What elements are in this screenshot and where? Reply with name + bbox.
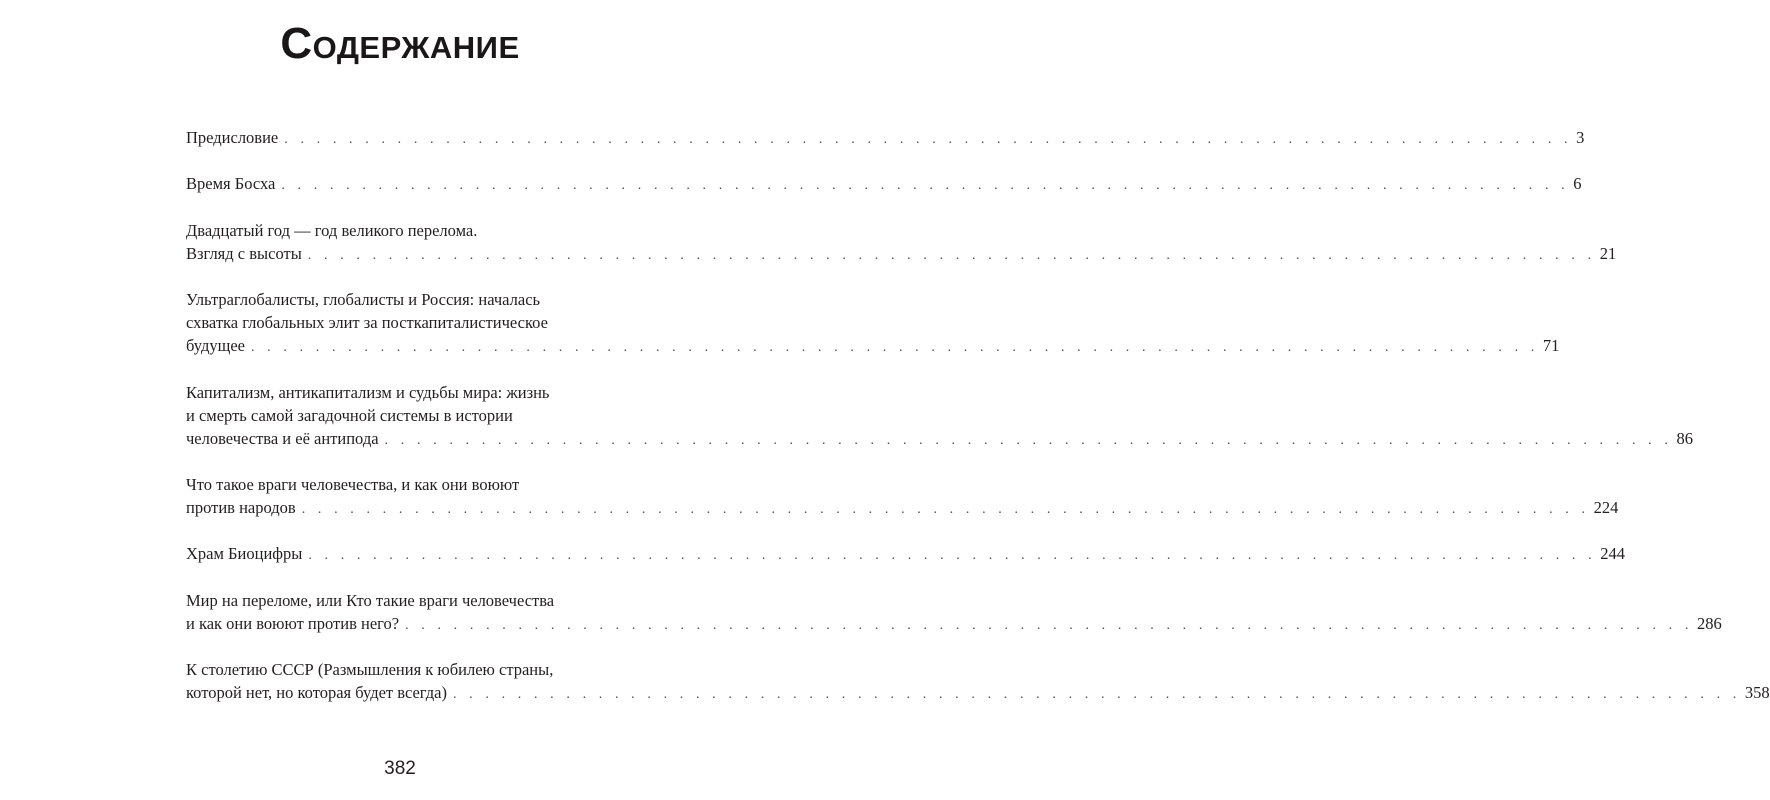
toc-entry-line bbox=[186, 242, 1617, 265]
toc-entry bbox=[186, 381, 1693, 450]
toc-entry-title: Что такое враги человечества, и как они воюют bbox=[186, 474, 520, 494]
dot-leader: . . . . . . . . . . . . . . . . . . . . . . . . . . . . . . . . . . . . . . . . . . . . . . . . . . . . . . . . . . . . . . . . . . . . . . . . . . . . . . . . bbox=[405, 617, 1693, 633]
toc-entry bbox=[186, 542, 1625, 565]
toc-entry-title: Ультраглобалисты, глобалисты и Россия: началась bbox=[186, 290, 541, 310]
toc-entry-title: Капитализм, антикапитализм и судьбы мира: жизнь bbox=[186, 382, 550, 402]
toc-entry-line bbox=[186, 658, 628, 681]
toc-entry-line bbox=[186, 612, 1722, 635]
toc-entry-page: 71 bbox=[1542, 336, 1560, 356]
toc-entry-title: Мир на переломе, или Кто такие враги человечества bbox=[186, 590, 555, 610]
toc-entry bbox=[186, 473, 1619, 519]
dot-leader: . . . . . . . . . . . . . . . . . . . . . . . . . . . . . . . . . . . . . . . . . . . . . . . . . . . . . . . . . . . . . . . . . . . . . . . . . . . . . . . . bbox=[307, 247, 1596, 263]
toc-entry-line bbox=[186, 172, 1582, 195]
toc-entry-page: 224 bbox=[1593, 497, 1619, 517]
toc-entry-line bbox=[186, 681, 1770, 704]
toc-entry-title: будущее bbox=[186, 336, 245, 356]
toc-entry-page: 6 bbox=[1573, 174, 1582, 194]
toc-entry-title: Взгляд с высоты bbox=[186, 243, 302, 263]
dot-leader: . . . . . . . . . . . . . . . . . . . . . . . . . . . . . . . . . . . . . . . . . . . . . . . . . . . . . . . . . . . . . . . . . . . . . . . . . . . . . . . . bbox=[308, 548, 1597, 564]
toc-entry-title: Время Босха bbox=[186, 174, 276, 194]
toc-entry bbox=[186, 589, 1722, 635]
dot-leader: . . . . . . . . . . . . . . . . . . . . . . . . . . . . . . . . . . . . . . . . . . . . . . . . . . . . . . . . . . . . . . . . . . . . . . . . . . . . . . . . bbox=[284, 132, 1573, 147]
dot-leader: . . . . . . . . . . . . . . . . . . . . . . . . . . . . . . . . . . . . . . . . . . . . . . . . . . . . . . . . . . . . . . . . . . . . . . . . . . . . . . . . bbox=[250, 340, 1539, 356]
toc-entry-page: 244 bbox=[1600, 544, 1625, 564]
toc-entry-line bbox=[186, 219, 628, 242]
toc-entry-line bbox=[186, 542, 1625, 565]
toc-entry bbox=[186, 126, 1585, 149]
dot-leader: . . . . . . . . . . . . . . . . . . . . . . . . . . . . . . . . . . . . . . . . . . . . . . . . . . . . . . . . . . . . . . . . . . . . . . . . . . . . . . . . bbox=[452, 687, 1741, 703]
toc-entry bbox=[186, 658, 1770, 704]
table-of-contents bbox=[186, 126, 1770, 728]
toc-entry-page: 358 bbox=[1744, 683, 1770, 703]
toc-entry-line bbox=[186, 496, 1619, 519]
dot-leader: . . . . . . . . . . . . . . . . . . . . . . . . . . . . . . . . . . . . . . . . . . . . . . . . . . . . . . . . . . . . . . . . . . . . . . . . . . . . . . . . bbox=[384, 432, 1673, 448]
toc-entry-title: которой нет, но которая будет всегда) bbox=[186, 683, 447, 703]
page-number: 382 bbox=[384, 758, 416, 779]
toc-entry-page: 3 bbox=[1576, 128, 1585, 147]
toc-entry bbox=[186, 219, 1617, 265]
toc-entry-line bbox=[186, 381, 628, 404]
toc-entry bbox=[186, 172, 1582, 195]
dot-leader: . . . . . . . . . . . . . . . . . . . . . . . . . . . . . . . . . . . . . . . . . . . . . . . . . . . . . . . . . . . . . . . . . . . . . . . . . . . . . . . . bbox=[301, 501, 1590, 517]
toc-entry-title: К столетию СССР (Размышления к юбилею страны, bbox=[186, 660, 554, 680]
toc-entry-line bbox=[186, 311, 628, 334]
toc-entry-page: 21 bbox=[1599, 243, 1617, 263]
toc-entry-title: и смерть самой загадочной системы в истории bbox=[186, 405, 513, 425]
toc-entry-title: человечества и её антипода bbox=[186, 428, 379, 448]
toc-entry-title: Двадцатый год — год великого перелома. bbox=[186, 220, 478, 240]
toc-entry-line bbox=[186, 589, 628, 612]
toc-entry-line bbox=[186, 427, 1693, 450]
toc-entry-title: и как они воюют против него? bbox=[186, 613, 400, 633]
toc-entry-line bbox=[186, 288, 628, 311]
toc-entry-title: схватка глобальных элит за посткапиталистическое bbox=[186, 313, 548, 333]
toc-entry bbox=[186, 288, 1560, 357]
toc-entry-line bbox=[186, 334, 1560, 357]
toc-entry-line bbox=[186, 404, 628, 427]
dot-leader: . . . . . . . . . . . . . . . . . . . . . . . . . . . . . . . . . . . . . . . . . . . . . . . . . . . . . . . . . . . . . . . . . . . . . . . . . . . . . . . . bbox=[281, 178, 1570, 194]
page-title: Содержание bbox=[280, 19, 520, 68]
toc-entry-line bbox=[186, 126, 1585, 149]
toc-entry-page: 286 bbox=[1696, 613, 1722, 633]
toc-entry-title: против народов bbox=[186, 497, 296, 517]
toc-entry-title: Предисловие bbox=[186, 128, 279, 147]
toc-entry-title: Храм Биоцифры bbox=[186, 544, 303, 564]
toc-entry-page: 86 bbox=[1676, 428, 1693, 448]
toc-entry-line bbox=[186, 473, 628, 496]
